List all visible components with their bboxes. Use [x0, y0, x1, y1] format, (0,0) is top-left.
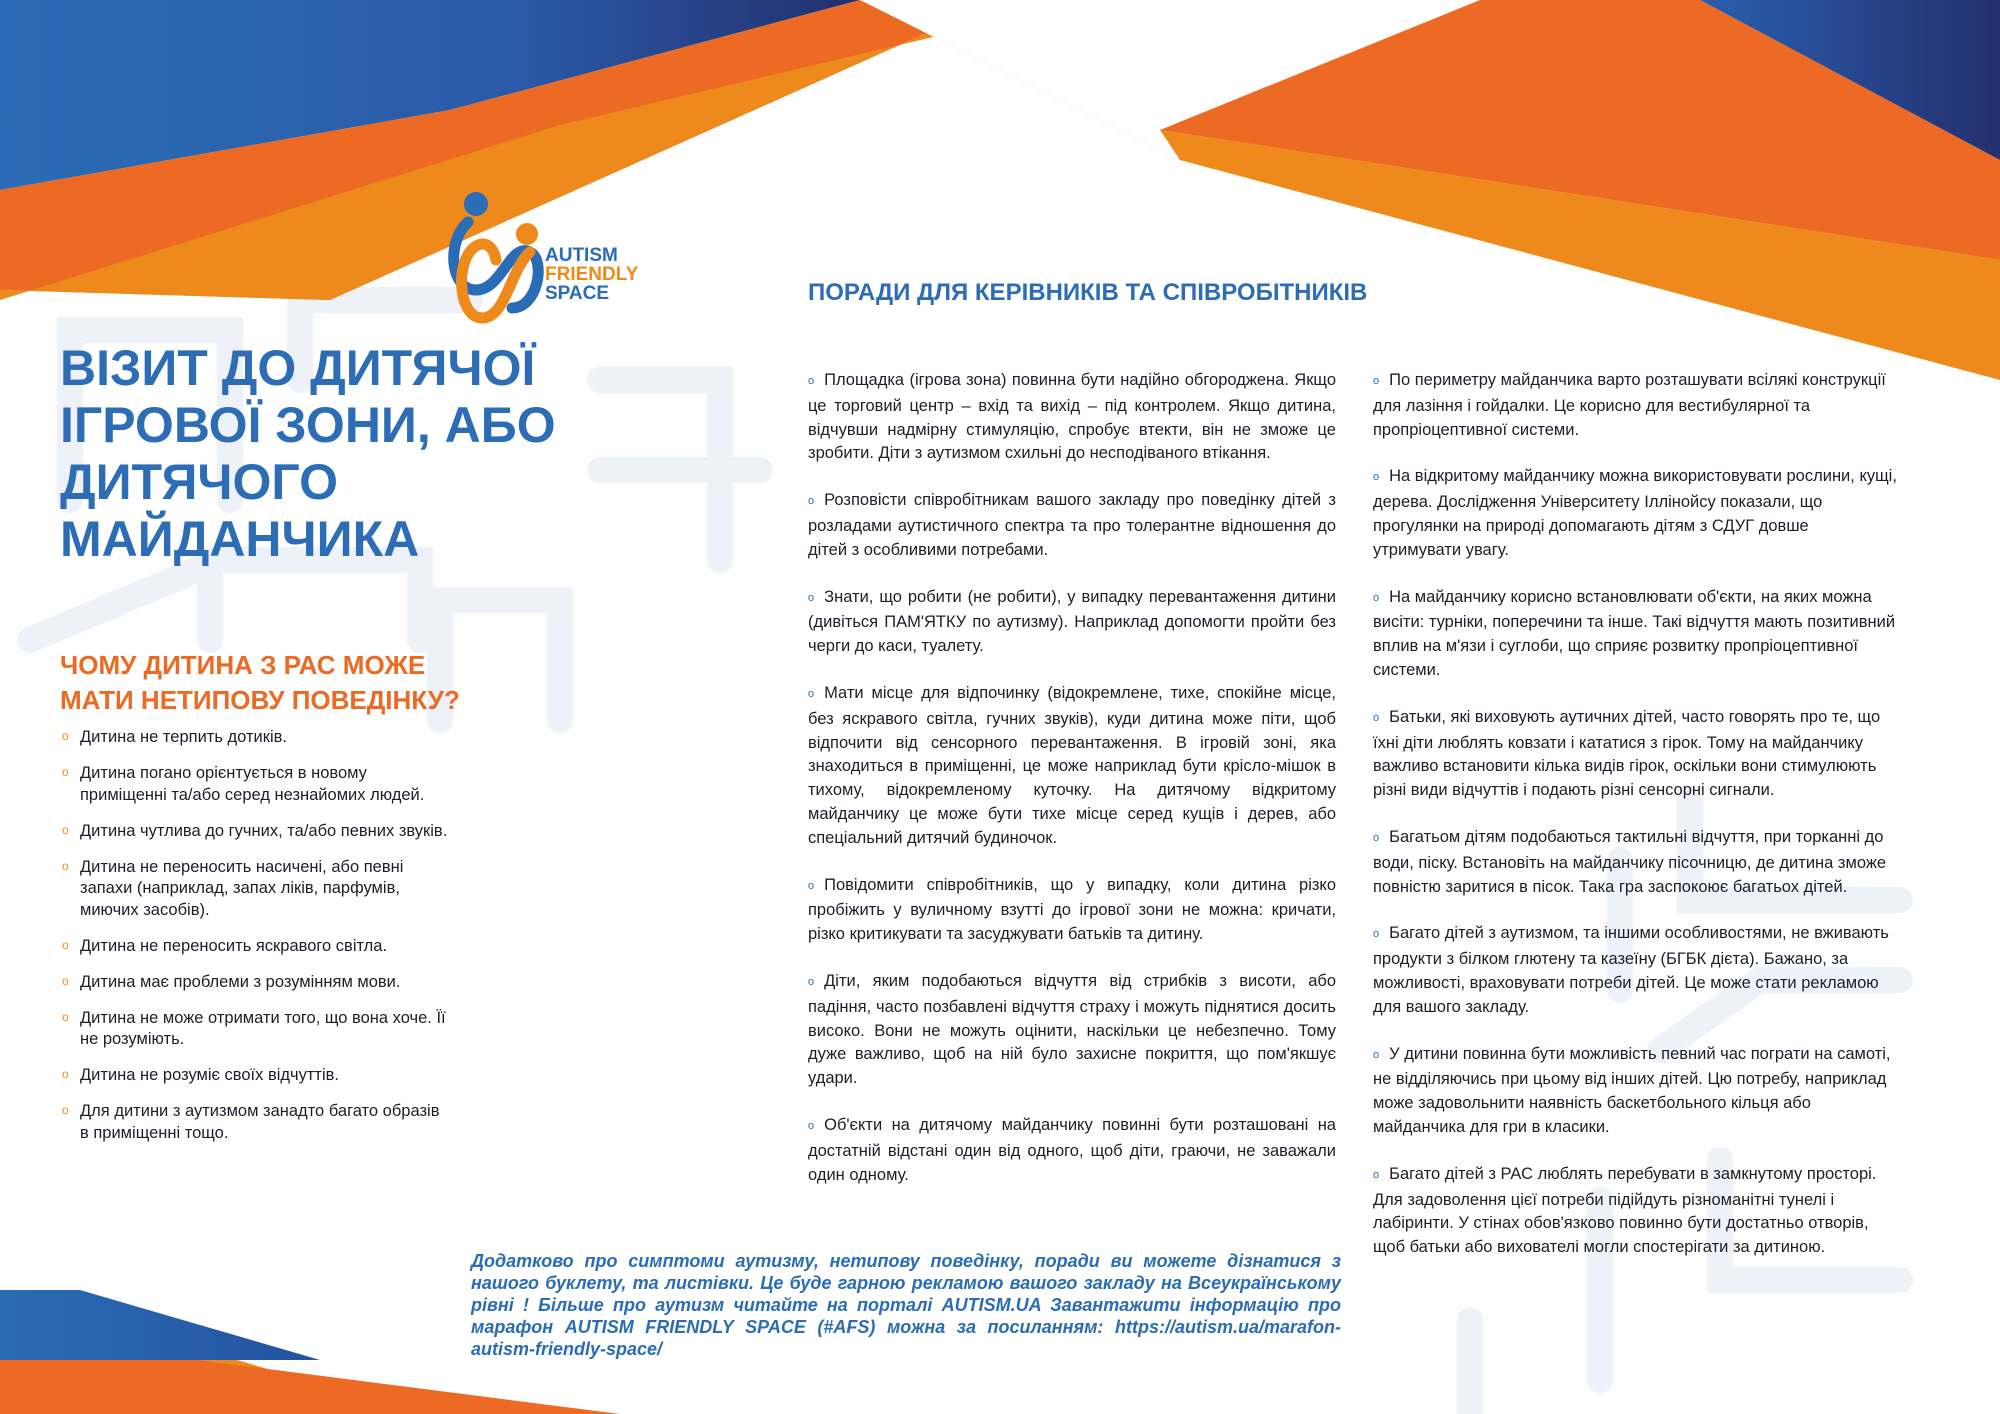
- bullet-icon: o: [62, 729, 69, 743]
- tips-column-1: [808, 369, 1336, 1210]
- bullet-icon: o: [62, 973, 69, 988]
- autism-friendly-space-logo: [440, 190, 670, 330]
- bullet-icon: o: [62, 1103, 69, 1117]
- list-item: o На відкритому майданчику можна використовувати рослини, кущі, дерева. Дослідження Університету Іллінойсу показали, що прогулянки на природі допомагають дітям з СДУГ довше утримувати увагу.: [1373, 467, 1897, 559]
- why-section-title: ЧОМУ ДИТИНА З РАС МОЖЕ МАТИ НЕТИПОВУ ПОВЕДІНКУ?: [60, 650, 460, 715]
- bullet-icon: o: [808, 975, 815, 988]
- bullet-icon: o: [808, 687, 815, 700]
- why-reasons-list: [60, 727, 450, 1159]
- bullet-icon: o: [1373, 471, 1380, 484]
- list-item: o Дитина не переносить яскравого світла.: [62, 936, 388, 955]
- list-item: o Повідомити співробітників, що у випадку, коли дитина різко пробіжить у вуличному взутті до ігрової зони не можна: кричати, різко критикувати та засуджувати батьків та дитину.: [808, 875, 1336, 944]
- main-title: ВІЗИТ ДО ДИТЯЧОЇ ІГРОВОЇ ЗОНИ, АБО ДИТЯЧОГО МАЙДАНЧИКА: [60, 340, 556, 567]
- list-item: o Дитина не розуміє своїх відчуттів.: [62, 1066, 339, 1084]
- list-item: o Багато дітей з РАС люблять перебувати в замкнутому просторі. Для задоволення цієї потреби підійдуть різноманітні тунелі і лабіринти. У стінах обов'язково повинно бути достатньо отворів, щоб батьки або вихователі могли спостерігати за дитиною.: [1373, 1164, 1877, 1257]
- list-item: o Дитина не терпить дотиків.: [62, 728, 287, 746]
- bullet-icon: o: [1373, 375, 1380, 387]
- list-item: o Діти, яким подобаються відчуття від стрибків з висоти, або падіння, часто позбавлені відчуття страху і можуть піднятися досить високо. Вони не можуть оцінити, наскільки це небезпечно. Тому дуже важливо, щоб на ній було захисне покриття, що пом'якшує удари.: [808, 971, 1336, 1088]
- logo-line-autism: AUTISM: [545, 245, 618, 266]
- logo-wordmark: [545, 246, 638, 303]
- list-item: o Багато дітей з аутизмом, та іншими особливостями, не вживають продукти з білком глютену та казеїну (БГБК дієта). Бажано, за можливості, враховувати потреби дітей. Це може стати рекламою для вашого закладу.: [1373, 924, 1889, 1016]
- list-item: o Дитина не переносить насичені, або певні запахи (наприклад, запах ліків, парфумів, миючих засобів).: [62, 857, 404, 919]
- bullet-icon: o: [1373, 831, 1380, 844]
- bullet-icon: o: [808, 591, 815, 604]
- bullet-icon: o: [62, 1067, 69, 1081]
- bullet-icon: o: [62, 858, 69, 873]
- bullet-icon: o: [1373, 928, 1380, 941]
- bullet-icon: o: [808, 375, 815, 387]
- bullet-icon: o: [808, 879, 815, 892]
- bullet-icon: o: [1373, 1168, 1380, 1181]
- bullet-icon: o: [62, 822, 69, 837]
- bullet-icon: o: [808, 1119, 815, 1132]
- bullet-icon: o: [1373, 1048, 1380, 1061]
- bullet-icon: o: [808, 495, 815, 508]
- bullet-icon: o: [62, 765, 69, 779]
- list-item: o У дитини повинна бути можливість певний час пограти на самоті, не відділяючись при цьому від інших дітей. Цю потребу, наприклад може задовольнити наявність баскетбольного кільця або майданчика для гри в класики.: [1373, 1044, 1891, 1136]
- logo-line-friendly: FRIENDLY: [545, 264, 639, 285]
- list-item: o Площадка (ігрова зона) повинна бути надійно обгороджена. Якщо це торговий центр – вхід та вихід – під контролем. Якщо дитина, відчувши надмірну стимуляцію, спробує втекти, він не зможе це зробити. Діти з аутизмом схильні до несподіваного втікання.: [808, 371, 1336, 463]
- footer-note: Додатково про симптоми аутизму, нетипову поведінку, поради ви можете дізнатися з нашого буклету, та листівки. Це буде гарною рекламою вашого закладу на Всеукраїнському рівні ! Більше про аутизм читайте на порталі AUTISM.UA Завантажити інформацію про марафон AUTISM FRIENDLY SPACE (#AFS) можна за посиланням: https://autism.ua/marafon-autism-friendly-space/: [471, 1251, 1341, 1359]
- list-item: o Дитина погано орієнтується в новому приміщенні та/або серед незнайомих людей.: [62, 764, 425, 804]
- list-item: o На майданчику корисно встановлювати об'єкти, на яких можна висіти: турніки, поперечини та інше. Такі відчуття мають позитивний вплив на м'язи і суглоби, що сприяє розвитку пропріоцептивної системи.: [1373, 587, 1896, 679]
- bullet-icon: o: [1373, 591, 1380, 604]
- bullet-icon: o: [62, 1009, 69, 1024]
- bullet-icon: o: [1373, 711, 1380, 724]
- list-item: o Об'єкти на дитячому майданчику повинні бути розташовані на достатній відстані один від одного, щоб діти, граючи, не заважали один одному.: [808, 1115, 1336, 1184]
- list-item: o Розповісти співробітникам вашого закладу про поведінку дітей з розладами аутистичного спектра та про толерантне відношення до дітей з особливими потребами.: [808, 491, 1336, 559]
- list-item: o По периметру майданчика варто розташувати всілякі конструкції для лазіння і гойдалки. Це корисно для вестибулярної та пропріоцептивної системи.: [1373, 371, 1886, 439]
- list-item: o Дитина має проблеми з розумінням мови.: [62, 972, 401, 991]
- bullet-icon: o: [62, 937, 69, 952]
- list-item: o Батьки, які виховують аутичних дітей, часто говорять про те, що їхні діти люблять ковзати і кататися з гірок. Тому на майданчику важливо встановити кілька видів гірок, оскільки вони стимулюють різні види відчуттів і подають різні сенсорні сигнали.: [1373, 707, 1881, 800]
- list-item: o Дитина не може отримати того, що вона хоче. Її не розуміють.: [62, 1008, 446, 1048]
- tips-section-title: ПОРАДИ ДЛЯ КЕРІВНИКІВ ТА СПІВРОБІТНИКІВ: [808, 279, 1368, 306]
- list-item: o Мати місце для відпочинку (відокремлене, тихе, спокійне місце, без яскравого світла, гучних звуків), куди дитина може піти, щоб відпочити від сенсорного перевантаження. В ігровій зоні, яка знаходиться в приміщенні, це може наприклад бути крісло-мішок в тихому, відокремленому куточку. На дитячому відкритому майданчику це може бути тихе місце серед кущів і дерев, або спеціальний дитячий будиночок.: [808, 683, 1336, 847]
- list-item: o Для дитини з аутизмом занадто багато образів в приміщенні тощо.: [62, 1102, 440, 1142]
- tips-column-2: [1373, 369, 1901, 1283]
- logo-line-space: SPACE: [545, 283, 610, 304]
- list-item: o Знати, що робити (не робити), у випадку перевантаження дитини (дивіться ПАМ'ЯТКУ по аутизму). Наприклад допомогти пройти без черги до каси, туалету.: [808, 587, 1336, 656]
- list-item: o Багатьом дітям подобаються тактильні відчуття, при торканні до води, піску. Встановіть на майданчику пісочницю, де дитина зможе повністю заритися в пісок. Така гра заспокоює багатьох дітей.: [1373, 827, 1887, 896]
- list-item: o Дитина чутлива до гучних, та/або певних звуків.: [62, 821, 448, 840]
- infinity-figures-icon: [440, 190, 550, 330]
